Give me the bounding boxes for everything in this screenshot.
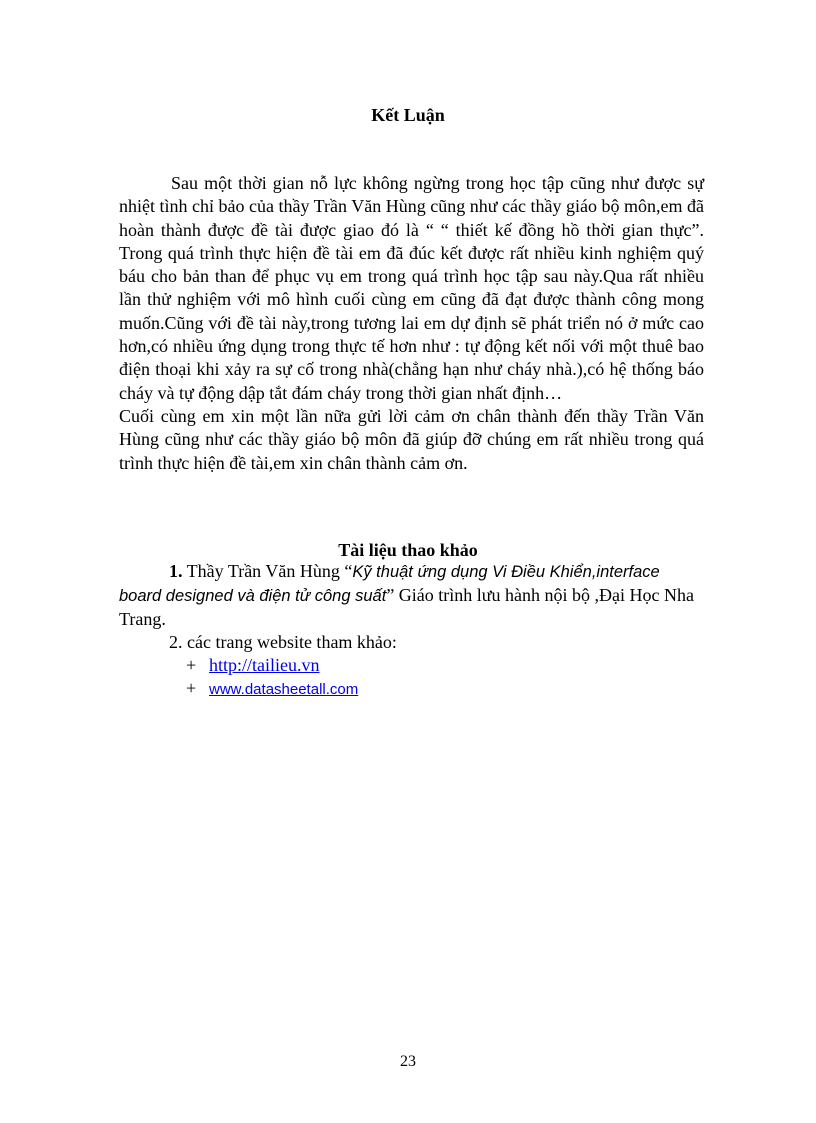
conclusion-paragraph-2: Cuối cùng em xin một lần nữa gửi lời cảm ơn chân thành đến thầy Trần Văn Hùng cũng như các thầy giáo bộ môn đã giúp đỡ chúng em rất nhiều trong quá trình thực hiện đề tài,em xin chân thành cảm ơn. [119,405,704,473]
reference-item-2: 2. các trang website tham khảo: [169,632,397,652]
plus-bullet-icon: + [186,655,197,675]
reference-1-author: Thầy Trần Văn Hùng “ [182,561,353,581]
conclusion-heading: Kết Luận [371,105,445,125]
reference-1-book-title: Kỹ thuật ứng dụng Vi Điều Khiển,interface board designed và điện tử công suất [119,563,660,605]
page-number: 23 [400,1053,416,1070]
link-tailieu[interactable]: http://tailieu.vn [209,655,320,675]
plus-bullet-icon: + [186,678,197,698]
reference-link-row-2 [119,677,704,700]
conclusion-body [119,172,704,475]
references-list [119,560,704,700]
conclusion-paragraph-1: Sau một thời gian nỗ lực không ngừng trong học tập cũng như được sự nhiệt tình chỉ bảo của thầy Trần Văn Hùng cũng như các thầy giáo bộ môn,em đã hoàn thành được đề tài được giao đó là “ “ thiết kế đồng hồ thời gian thực”. Trong quá trình thực hiện đề tài em đã đúc kết được rất nhiều kinh nghiệm quý báu cho bản than để phục vụ em trong quá trình học tập sau này.Qua rất nhiều lần thử nghiệm với mô hình cuối cùng em cũng đã đạt được thành công mong muốn.Cũng với đề tài này,trong tương lai em dự định sẽ phát triển nó ở mức cao hơn,có nhiều ứng dụng trong thực tế hơn như : tự động kết nối với một thuê bao điện thoại khi xảy ra sự cố trong nhà(chẳng hạn như cháy nhà.),có hệ thống báo cháy và tự động dập tắt đám cháy trong thời gian nhất định… [119,173,704,403]
reference-item-1 [119,560,704,631]
reference-1-number: 1. [169,561,183,581]
reference-link-row-1 [119,654,704,677]
reference-1-publisher: ” Giáo trình lưu hành nội bộ ,Đại Học Nha Trang. [119,585,694,629]
link-datasheetall[interactable]: www.datasheetall.com [209,681,359,698]
references-heading: Tài liệu thao khảo [338,540,478,560]
